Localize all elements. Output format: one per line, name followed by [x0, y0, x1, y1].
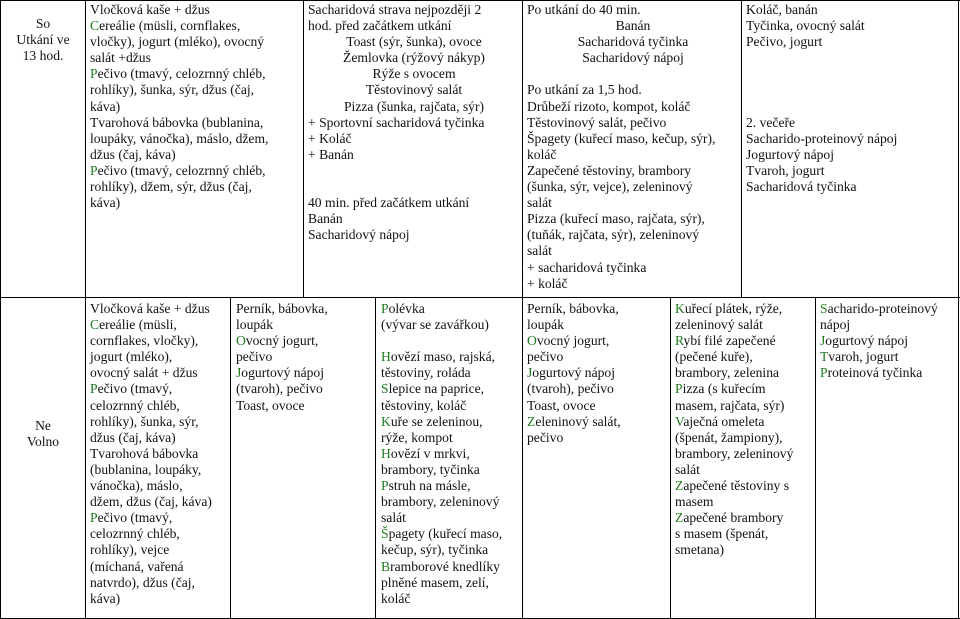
menu-line: Proteinová tyčinka — [820, 365, 923, 381]
menu-line: Cereálie (müsli, — [90, 317, 177, 333]
menu-line: Sacharidový nápoj — [308, 227, 410, 243]
menu-line: + koláč — [527, 275, 568, 291]
menu-line: Žemlovka (rýžový nákyp) — [343, 50, 485, 66]
menu-line: pečivo — [236, 349, 273, 365]
highlight-initial: R — [675, 333, 684, 349]
menu-line — [381, 333, 521, 349]
highlight-initial: Z — [675, 510, 684, 526]
sat-breakfast-cell — [90, 2, 300, 211]
menu-line: celozrnný chléb, — [90, 526, 180, 542]
day-label-sunday — [1, 418, 85, 450]
menu-line: koláč — [527, 146, 557, 162]
menu-line: džem, džus (čaj, káva) — [90, 494, 212, 510]
menu-line: Cereálie (müsli, cornflakes, — [90, 18, 241, 34]
menu-line: rohlíky), šunka, sýr, — [90, 413, 199, 429]
highlight-initial: P — [90, 381, 98, 397]
menu-line — [308, 163, 520, 179]
menu-line: loupák — [236, 317, 273, 333]
menu-line: Rybí filé zapečené — [675, 333, 776, 349]
menu-line: Hovězí v mrkvi, — [381, 445, 470, 461]
menu-line: rýže, kompot — [381, 429, 453, 445]
menu-line: Polévka — [381, 301, 425, 316]
day-label-line: 13 hod. — [22, 48, 64, 64]
highlight-initial: O — [236, 333, 246, 349]
menu-line — [527, 66, 739, 82]
menu-line: (míchaná, vařená — [90, 558, 184, 574]
menu-line: Kuře se zeleninou, — [381, 413, 483, 429]
column-divider — [815, 297, 816, 619]
sun-snack-cell — [236, 301, 373, 414]
highlight-initial: V — [675, 413, 684, 429]
menu-line — [746, 66, 956, 82]
menu-line: 2. večeře — [746, 114, 796, 130]
day-label-line: So — [35, 16, 51, 31]
menu-line: Sacharidový nápoj — [582, 50, 684, 66]
menu-line: rohlíky), džem, sýr, džus (čaj, — [90, 179, 252, 195]
menu-line: salát — [527, 243, 552, 259]
menu-line — [308, 179, 520, 195]
menu-line: Jogurtový nápoj — [746, 146, 834, 162]
menu-line: Špagety (kuřecí maso, — [381, 526, 503, 542]
menu-line: Banán — [615, 18, 651, 34]
menu-line: salát — [527, 195, 552, 211]
highlight-initial: S — [381, 381, 389, 397]
highlight-initial: C — [90, 317, 100, 333]
menu-line: + Koláč — [308, 130, 352, 146]
menu-line: Toast (sýr, šunka), ovoce — [346, 34, 482, 50]
menu-line: pečivo — [527, 349, 564, 365]
menu-line: (tvaroh), pečivo — [236, 381, 323, 397]
menu-line: Po utkání do 40 min. — [527, 2, 641, 17]
column-divider — [303, 0, 304, 297]
menu-line: Zeleninový salát, — [527, 413, 621, 429]
menu-line — [746, 82, 956, 98]
menu-line: cornflakes, vločky), — [90, 333, 199, 349]
menu-line: pečivo — [527, 429, 564, 445]
menu-line: brambory, tyčinka — [381, 461, 480, 477]
menu-line: (vývar se zavářkou) — [381, 317, 489, 333]
menu-line: Sacharidová tyčinka — [577, 34, 689, 50]
menu-line: káva) — [90, 98, 121, 114]
menu-line: (bublanina, loupáky, — [90, 461, 202, 477]
sat-evening-cell — [746, 2, 956, 195]
menu-line: těstoviny, roláda — [381, 365, 471, 381]
menu-line: Jogurtový nápoj — [820, 333, 908, 349]
menu-line: vločky), jogurt (mléko), ovocný — [90, 34, 265, 50]
column-divider — [670, 297, 671, 619]
column-divider — [741, 0, 742, 297]
menu-line: ovocný salát + džus — [90, 365, 198, 381]
menu-line: vánočka), máslo, — [90, 478, 183, 494]
menu-line: s masem (špenát, — [675, 526, 769, 542]
menu-line: masem — [675, 494, 714, 510]
sat-pre-match-cell — [308, 2, 520, 243]
menu-line: loupák — [527, 317, 564, 333]
menu-line: Perník, bábovka, — [527, 301, 619, 316]
sun-dinner-cell — [675, 301, 813, 559]
menu-line: brambory, zeleninový — [675, 445, 794, 461]
highlight-initial: P — [90, 66, 98, 82]
column-divider — [85, 0, 86, 619]
menu-line: Jogurtový nápoj — [527, 365, 615, 381]
menu-line: jogurt (mléko), — [90, 349, 173, 365]
menu-line: káva) — [90, 590, 121, 606]
menu-line: salát +džus — [90, 50, 151, 66]
sun-evening-cell — [820, 301, 956, 381]
day-label-line: Utkání ve — [16, 32, 70, 48]
highlight-initial: P — [820, 365, 828, 381]
menu-line: loupáky, vánočka), máslo, džem, — [90, 130, 269, 146]
sun-lunch-cell — [381, 301, 521, 607]
menu-line: plněné masem, zelí, — [381, 574, 489, 590]
menu-line — [746, 50, 956, 66]
menu-line: Pečivo (tmavý, — [90, 510, 173, 526]
sun-afternoon-cell — [527, 301, 668, 446]
menu-line: brambory, zeleninový — [381, 494, 500, 510]
menu-line: Pečivo (tmavý, celozrnný chléb, — [90, 162, 266, 178]
highlight-initial: K — [381, 413, 391, 429]
menu-line: Drůbeží rizoto, kompot, koláč — [527, 98, 691, 114]
highlight-initial: H — [381, 349, 391, 365]
highlight-initial: J — [236, 365, 242, 381]
menu-line: (tvaroh), pečivo — [527, 381, 614, 397]
menu-line: Tyčinka, ovocný salát — [746, 18, 865, 34]
highlight-initial: T — [820, 349, 829, 365]
menu-line: Pečivo, jogurt — [746, 34, 823, 50]
column-divider — [375, 297, 376, 619]
menu-line: rohlíky), vejce — [90, 542, 170, 558]
menu-line: Sacharidová tyčinka — [746, 179, 857, 195]
menu-line: salát — [675, 461, 700, 477]
highlight-initial: P — [90, 510, 98, 526]
menu-line: Těstovinový salát, pečivo — [527, 114, 667, 130]
menu-line: brambory, zelenina — [675, 365, 780, 381]
menu-line: Pizza (s kuřecím — [675, 381, 766, 397]
menu-line: káva) — [90, 195, 121, 211]
menu-line: zeleninový salát — [675, 317, 763, 333]
highlight-initial: Š — [381, 526, 389, 542]
menu-line: Po utkání za 1,5 hod. — [527, 82, 642, 98]
highlight-initial: P — [381, 478, 389, 494]
menu-line: Pečivo (tmavý, — [90, 381, 173, 397]
menu-line: + Banán — [308, 146, 354, 162]
menu-line: rohlíky), šunka, sýr, džus (čaj, — [90, 82, 255, 98]
menu-line: těstoviny, koláč — [381, 397, 467, 413]
highlight-initial: K — [675, 301, 685, 316]
menu-line: Pstruh na másle, — [381, 478, 471, 494]
menu-line: Pečivo (tmavý, celozrnný chléb, — [90, 66, 266, 82]
menu-line: Sacharido-proteinový nápoj — [746, 130, 898, 146]
menu-line: salát — [381, 510, 406, 526]
menu-line: Tvarohová bábovka (bublanina, — [90, 114, 264, 130]
day-label-saturday — [1, 16, 85, 64]
highlight-initial: B — [381, 558, 391, 574]
highlight-initial: J — [820, 333, 826, 349]
menu-line: smetana) — [675, 542, 725, 558]
highlight-initial: P — [381, 301, 389, 316]
menu-line: Banán — [308, 211, 343, 227]
menu-line: (šunka, sýr, vejce), zeleninový — [527, 179, 693, 195]
menu-line: + Sportovní sacharidová tyčinka — [308, 114, 485, 130]
day-label-line: Ne — [35, 418, 51, 433]
highlight-initial: J — [527, 365, 533, 381]
menu-line: (pečené kuře), — [675, 349, 753, 365]
table-border-top — [0, 0, 960, 1]
menu-line: Rýže s ovocem — [372, 66, 456, 82]
menu-line: Vaječná omeleta — [675, 413, 765, 429]
menu-line: Zapečené těstoviny, brambory — [527, 162, 692, 178]
highlight-initial: O — [527, 333, 537, 349]
menu-line: Slepice na paprice, — [381, 381, 485, 397]
menu-line: Perník, bábovka, — [236, 301, 328, 316]
menu-line: Bramborové knedlíky — [381, 558, 500, 574]
highlight-initial: H — [381, 445, 391, 461]
menu-line: hod. před začátkem utkání — [308, 18, 452, 34]
menu-line: Sacharidová strava nejpozději 2 — [308, 2, 482, 17]
table-border-right — [958, 0, 959, 619]
menu-line: 40 min. před začátkem utkání — [308, 195, 470, 211]
menu-line: Vločková kaše + džus — [90, 301, 210, 316]
menu-line: (špenát, žampiony), — [675, 429, 783, 445]
menu-line: Jogurtový nápoj — [236, 365, 324, 381]
menu-line — [746, 99, 956, 115]
column-divider — [230, 297, 231, 619]
menu-line: nápoj — [820, 317, 851, 333]
highlight-initial: P — [90, 162, 98, 178]
menu-line: Koláč, banán — [746, 2, 818, 17]
highlight-initial: Z — [675, 478, 684, 494]
sun-breakfast-cell — [90, 301, 228, 607]
menu-line: Toast, ovoce — [236, 397, 305, 413]
menu-line: Toast, ovoce — [527, 397, 596, 413]
menu-line: Zapečené těstoviny s — [675, 478, 790, 494]
day-label-line: Volno — [26, 434, 60, 450]
row-divider — [0, 297, 960, 298]
menu-line: Pizza (kuřecí maso, rajčata, sýr), — [527, 211, 705, 227]
menu-line: Tvarohová bábovka — [90, 445, 199, 461]
sat-post-match-cell — [527, 2, 739, 292]
menu-line: Ovocný jogurt, — [236, 333, 319, 349]
menu-line: Těstovinový salát — [365, 82, 463, 98]
menu-line: džus (čaj, káva) — [90, 146, 176, 162]
menu-line: Kuřecí plátek, rýže, — [675, 301, 783, 316]
menu-line: masem, rajčata, sýr) — [675, 397, 785, 413]
highlight-initial: Z — [527, 413, 536, 429]
menu-line: Špagety (kuřecí maso, kečup, sýr), — [527, 130, 716, 146]
menu-line: koláč — [381, 590, 411, 606]
menu-line: Hovězí maso, rajská, — [381, 349, 496, 365]
highlight-initial: C — [90, 18, 100, 34]
table-border-left — [0, 0, 1, 619]
menu-line: džus (čaj, káva) — [90, 429, 176, 445]
menu-line: Ovocný jogurt, — [527, 333, 610, 349]
column-divider — [522, 0, 523, 619]
menu-line: Sacharido-proteinový — [820, 301, 938, 316]
menu-line: Tvaroh, jogurt — [820, 349, 899, 365]
highlight-initial: P — [675, 381, 683, 397]
menu-line: celozrnný chléb, — [90, 397, 180, 413]
highlight-initial: S — [820, 301, 828, 316]
menu-line: (tuňák, rajčata, sýr), zeleninový — [527, 227, 700, 243]
menu-line: Vločková kaše + džus — [90, 2, 210, 17]
menu-line: Tvaroh, jogurt — [746, 162, 825, 178]
menu-line: + sacharidová tyčinka — [527, 259, 647, 275]
menu-line: Pizza (šunka, rajčata, sýr) — [343, 98, 485, 114]
menu-line: Zapečené brambory — [675, 510, 784, 526]
menu-line: kečup, sýr), tyčinka — [381, 542, 489, 558]
menu-line: natvrdo), džus (čaj, — [90, 574, 195, 590]
